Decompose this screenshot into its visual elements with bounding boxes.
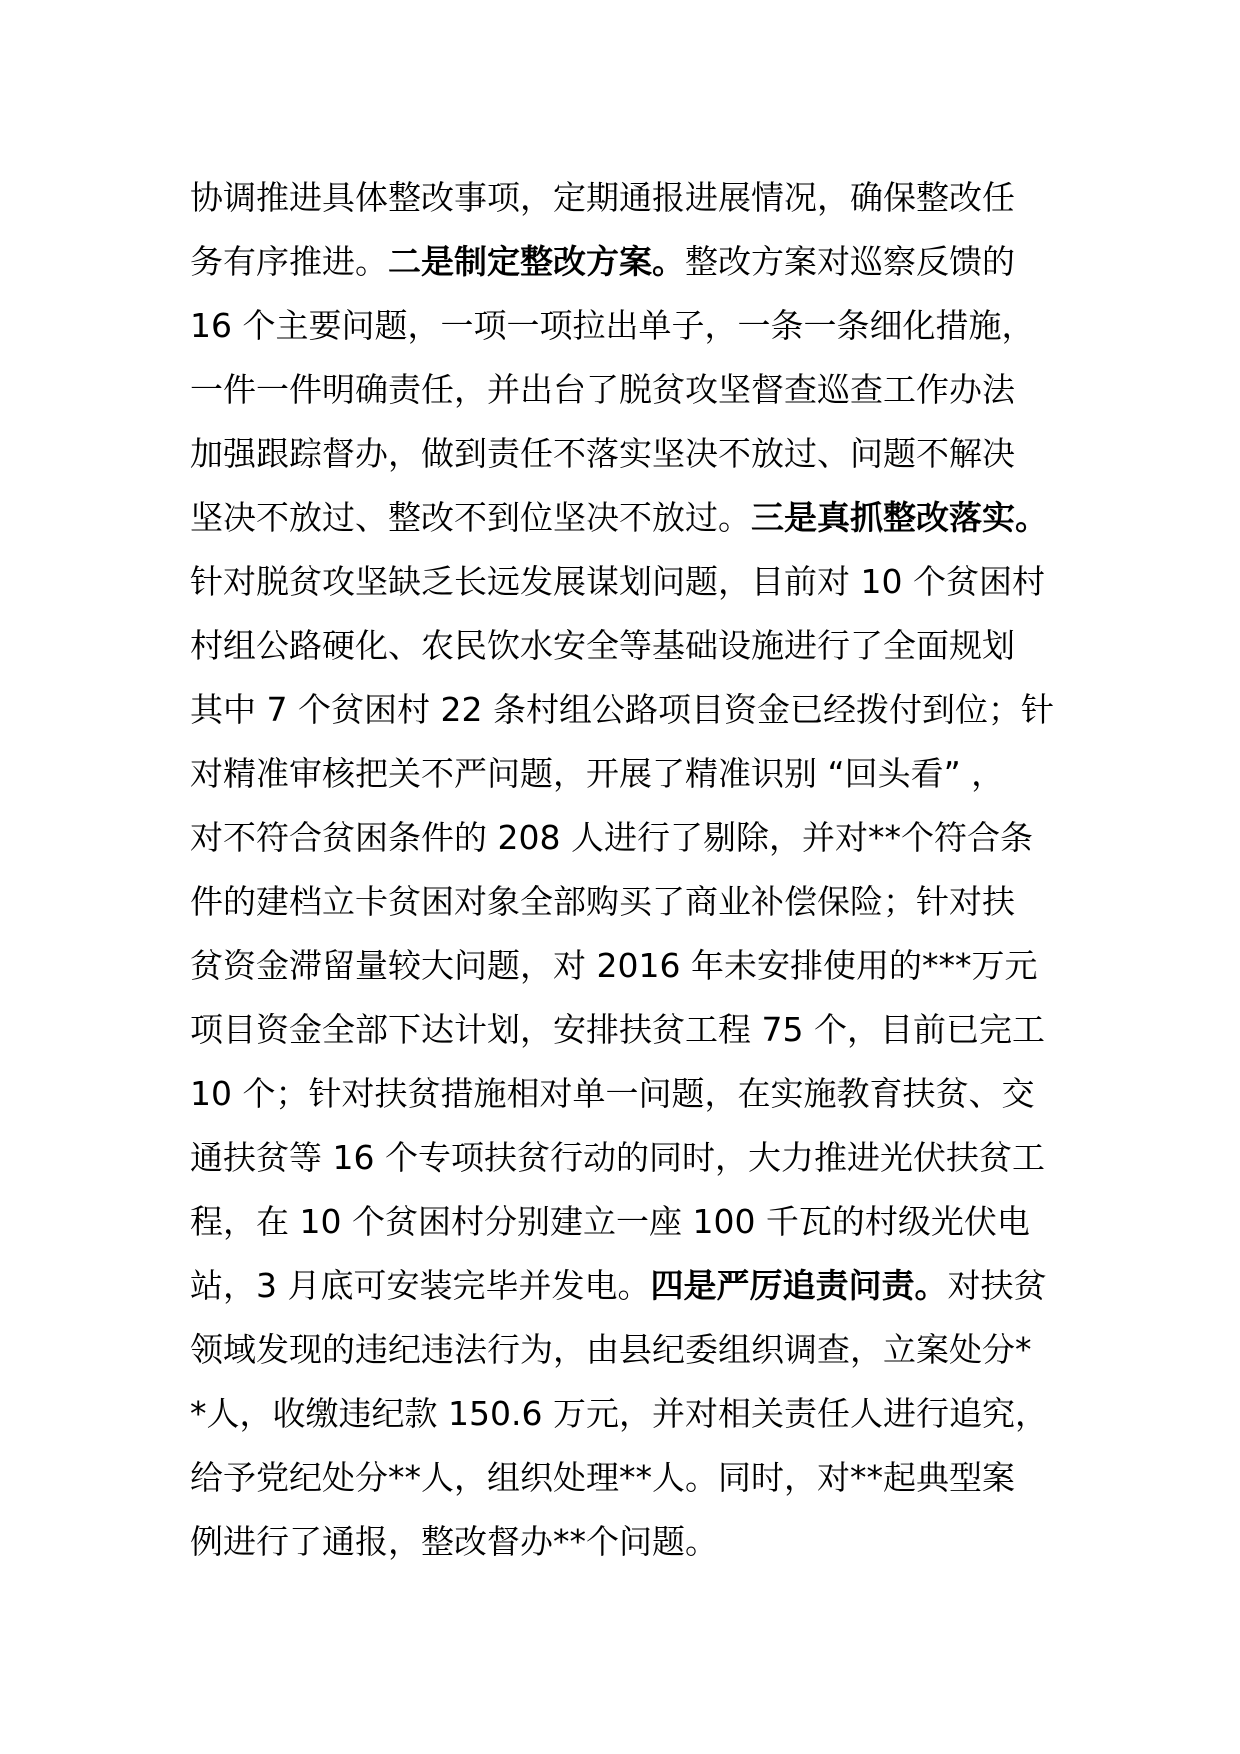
bold-heading-text: 二是制定整改方案。 — [388, 242, 685, 281]
paragraph-text: 10 个；针对扶贫措施相对单一问题，在实施教育扶贫、交 — [190, 1074, 1035, 1113]
text-line — [190, 870, 1090, 934]
paragraph-text: *人，收缴违纪款 150.6 万元，并对相关责任人进行追究， — [190, 1394, 1048, 1433]
paragraph-text: 对扶贫 — [947, 1266, 1047, 1305]
text-line — [190, 1062, 1090, 1126]
text-line — [190, 1318, 1090, 1382]
text-line — [190, 1510, 1090, 1574]
text-line — [190, 614, 1090, 678]
paragraph-text: 件的建档立卡贫困对象全部购买了商业补偿保险；针对扶 — [190, 882, 1015, 921]
bold-heading-text: 三是真抓整改落实。 — [751, 498, 1048, 537]
bold-heading-text: 四是严厉追责问责。 — [650, 1266, 948, 1305]
paragraph-text: 协调推进具体整改事项，定期通报进展情况，确保整改任 — [190, 178, 1015, 217]
text-line — [190, 166, 1090, 230]
text-line — [190, 998, 1090, 1062]
paragraph-text: 16 个主要问题，一项一项拉出单子，一条一条细化措施， — [190, 306, 1035, 345]
text-line — [190, 1190, 1090, 1254]
paragraph-text: 给予党纪处分**人，组织处理**人。同时，对**起典型案 — [190, 1458, 1015, 1497]
text-line — [190, 1446, 1090, 1510]
paragraph-text: 加强跟踪督办，做到责任不落实坚决不放过、问题不解决 — [190, 434, 1015, 473]
text-line — [190, 294, 1090, 358]
text-line — [190, 806, 1090, 870]
text-line — [190, 1382, 1090, 1446]
paragraph-text: 坚决不放过、整改不到位坚决不放过。 — [190, 498, 751, 537]
paragraph-text: 对不符合贫困条件的 208 人进行了剔除，并对**个符合条 — [190, 818, 1033, 857]
paragraph-text: 站，3 月底可安装完毕并发电。 — [190, 1266, 651, 1305]
paragraph-text: 其中 7 个贫困村 22 条村组公路项目资金已经拨付到位；针 — [190, 690, 1054, 729]
paragraph-text: 程，在 10 个贫困村分别建立一座 100 千瓦的村级光伏电 — [190, 1202, 1030, 1241]
text-line — [190, 358, 1090, 422]
text-line — [190, 1126, 1090, 1190]
paragraph-text: 贫资金滞留量较大问题，对 2016 年未安排使用的***万元 — [190, 946, 1038, 985]
body-text — [190, 166, 1090, 1574]
paragraph-text: 村组公路硬化、农民饮水安全等基础设施进行了全面规划 — [190, 626, 1015, 665]
paragraph-text: 务有序推进。 — [190, 242, 388, 281]
text-line — [190, 678, 1090, 742]
text-line — [190, 1254, 1090, 1318]
text-line — [190, 742, 1090, 806]
paragraph-text: 例进行了通报，整改督办**个问题。 — [190, 1522, 718, 1561]
paragraph-text: 针对脱贫攻坚缺乏长远发展谋划问题，目前对 10 个贫困村 — [190, 562, 1045, 601]
text-line — [190, 486, 1090, 550]
text-line — [190, 550, 1090, 614]
paragraph-text: 整改方案对巡察反馈的 — [685, 242, 1015, 281]
paragraph-text: 一件一件明确责任，并出台了脱贫攻坚督查巡查工作办法 — [190, 370, 1015, 409]
text-line — [190, 934, 1090, 998]
paragraph-text: 领域发现的违纪违法行为，由县纪委组织调查，立案处分* — [190, 1330, 1032, 1369]
paragraph-text: 对精准审核把关不严问题，开展了精准识别 “回头看” ， — [190, 754, 1005, 793]
paragraph-text: 通扶贫等 16 个专项扶贫行动的同时，大力推进光伏扶贫工 — [190, 1138, 1045, 1177]
paragraph-text: 项目资金全部下达计划，安排扶贫工程 75 个，目前已完工 — [190, 1010, 1045, 1049]
text-line — [190, 230, 1090, 294]
text-line — [190, 422, 1090, 486]
